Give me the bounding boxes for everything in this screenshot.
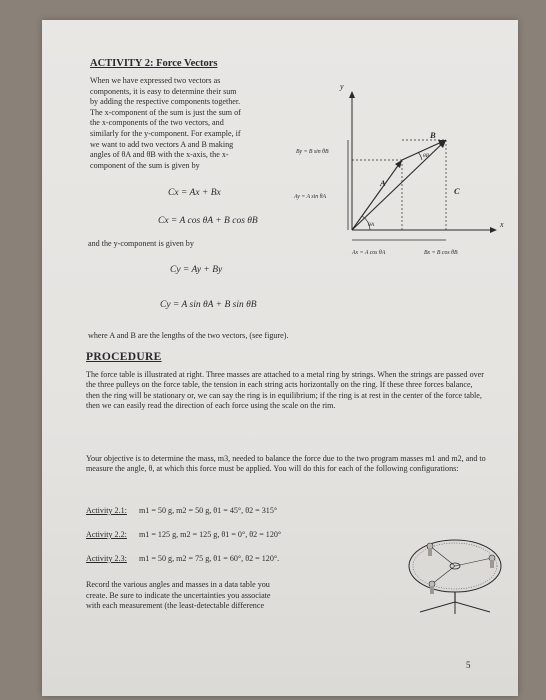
equation-cy-sum: Cy = Ay + By (170, 265, 223, 275)
intro-line: similarly for the y-component. For example, if (90, 128, 241, 138)
vector-b-label: B (430, 130, 436, 140)
activity-label: Activity 2.1: (86, 506, 127, 515)
theta-b-label: θB (423, 153, 430, 159)
intro-line: components, it is easy to determine their sum (90, 86, 237, 96)
record-paragraph (86, 580, 271, 612)
activity-row (86, 530, 281, 541)
vector-c-label: C (454, 186, 460, 196)
hanging-mass (428, 548, 432, 556)
theta-a-label: θA (368, 222, 375, 228)
page-number: 5 (466, 660, 471, 670)
record-line: with each measurement (the least-detectable difference (86, 601, 265, 611)
activity-config: m1 = 125 g, m2 = 125 g, θ1 = 0°, θ2 = 120° (138, 530, 282, 539)
activity-row (86, 506, 277, 517)
intro-line: When we have expressed two vectors as (90, 76, 221, 85)
equation-cy-trig: Cy = A sin θA + B sin θB (160, 300, 257, 310)
intro-paragraph (90, 76, 241, 171)
bx-label: Bx = B cos θB (424, 250, 458, 256)
theta-b-arc (418, 152, 422, 160)
procedure-paragraph: The force table is illustrated at right. Three masses are attached to a metal ring by strings. When the strings are passed over the three pulleys on the force table, the tension in each string acts horizontally on the ring. If these three forces balance, then the ring will be stationary or, we can say the ring is in equilibrium; if the ring is at rest in the center of the force table, then we can easily read the direction of each force using the scale on the rim. (86, 370, 484, 411)
document-page (42, 20, 518, 696)
hanging-mass (490, 560, 494, 568)
y-axis-arrow-icon (349, 91, 355, 98)
x-axis-arrow-icon (490, 227, 497, 233)
intro-line: The x-component of the sum is just the sum of (90, 107, 241, 117)
table-leg (420, 602, 455, 612)
record-line: create. Be sure to indicate the uncertainties you associate (86, 590, 271, 600)
vector-c-line (352, 140, 446, 230)
where-line: where A and B are the lengths of the two vectors, (see figure). (88, 331, 289, 340)
ay-label: Ay = A sin θA (294, 194, 326, 200)
x-axis-label: x (500, 220, 504, 229)
procedure-title: PROCEDURE (86, 351, 162, 363)
vector-addition-diagram (290, 78, 512, 268)
intro-line: by adding the respective components together. (90, 97, 241, 107)
objective-paragraph: Your objective is to determine the mass, m3, needed to balance the force due to the two program masses m1 and m2, and to measure the angle, θ, at which this force must be applied. You will do this for each of the following configurations: (86, 454, 486, 474)
activity-row (86, 554, 279, 565)
hanging-mass (430, 586, 434, 594)
equation-cx-sum: Cx = Ax + Bx (168, 188, 221, 198)
table-leg (455, 602, 490, 612)
by-label: By = B sin θB (296, 149, 329, 155)
vector-a-label: A (380, 178, 386, 188)
activity-label: Activity 2.3: (86, 554, 127, 563)
equation-cx-trig: Cx = A cos θA + B cos θB (158, 216, 258, 226)
ax-label: Ax = A cos θA (352, 250, 386, 256)
activity-config: m1 = 50 g, m2 = 75 g, θ1 = 60°, θ2 = 120°. (138, 554, 280, 563)
vector-a-line (352, 160, 402, 230)
activity-label: Activity 2.2: (86, 530, 127, 539)
y-axis-label: y (340, 82, 344, 91)
activity-heading: ACTIVITY 2: Force Vectors (90, 58, 218, 69)
activity-config: m1 = 50 g, m2 = 50 g, θ1 = 45°, θ2 = 315° (138, 506, 278, 515)
force-table-illustration (402, 528, 508, 616)
y-component-intro: and the y-component is given by (88, 239, 194, 248)
record-line: Record the various angles and masses in a data table you (86, 580, 270, 589)
intro-line: angles of θA and θB with the x-axis, the x- (90, 150, 229, 160)
intro-line: component of the sum is given by (90, 160, 200, 170)
intro-line: we want to add two vectors A and B making (90, 139, 234, 149)
vector-a-arrow-icon (395, 160, 402, 168)
intro-line: the x-components of the two vectors, and (90, 118, 224, 128)
